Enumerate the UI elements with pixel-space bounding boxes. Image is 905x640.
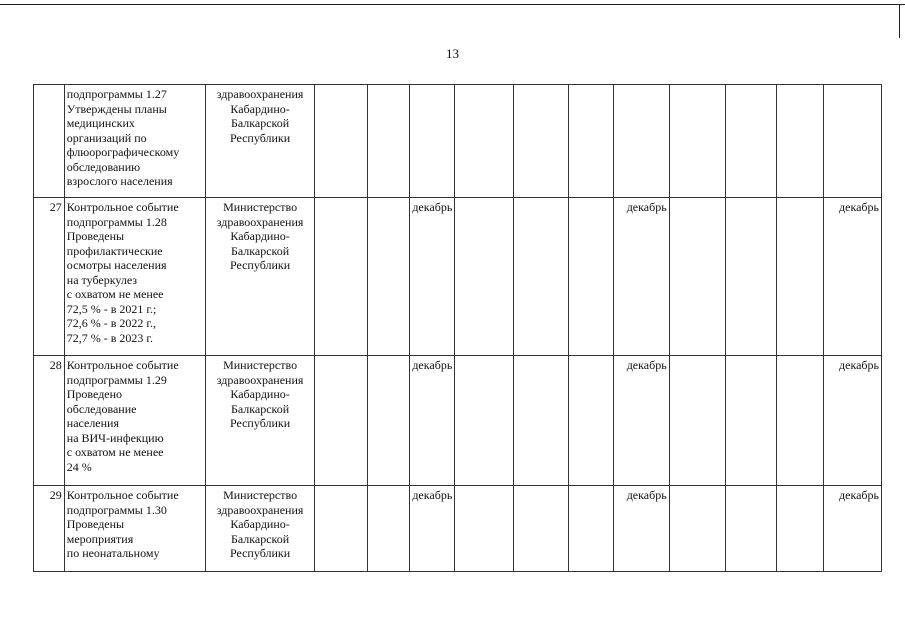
schedule-cell: [368, 198, 409, 356]
schedule-cell: [513, 85, 568, 198]
row-number: 29: [34, 486, 65, 572]
responsible-executor: Министерство здравоохранения Кабардино- Балкарской Республики: [205, 198, 314, 356]
event-description: подпрограммы 1.27 Утверждены планы медицинских организаций по флюорографическому обследованию взрослого населения: [64, 85, 205, 198]
schedule-month-cell: декабрь: [823, 356, 881, 486]
schedule-cell: [315, 85, 368, 198]
schedule-cell: [776, 356, 823, 486]
event-description: Контрольное событие подпрограммы 1.28 Проведены профилактические осмотры населения на туберкулез с охватом не менее 72,5 % - в 2021 г.; 72,6 % - в 2022 г., 72,7 % - в 2023 г.: [64, 198, 205, 356]
event-description: Контрольное событие подпрограммы 1.29 Проведено обследование населения на ВИЧ-инфекцию с охватом не менее 24 %: [64, 356, 205, 486]
schedule-month-cell: декабрь: [409, 198, 455, 356]
responsible-executor: здравоохранения Кабардино- Балкарской Республики: [205, 85, 314, 198]
schedule-cell: [776, 198, 823, 356]
schedule-cell: [513, 198, 568, 356]
schedule-table: [33, 84, 882, 572]
schedule-cell: [669, 85, 725, 198]
schedule-cell: [568, 356, 614, 486]
responsible-executor: Министерство здравоохранения Кабардино- Балкарской Республики: [205, 486, 314, 572]
schedule-cell: [315, 356, 368, 486]
table-row: [34, 356, 882, 486]
schedule-cell: [568, 486, 614, 572]
schedule-cell: [725, 486, 776, 572]
schedule-cell: [368, 486, 409, 572]
event-description: Контрольное событие подпрограммы 1.30 Проведены мероприятия по неонатальному: [64, 486, 205, 572]
row-number: [34, 85, 65, 198]
schedule-cell: [776, 486, 823, 572]
schedule-cell: [725, 356, 776, 486]
schedule-cell: [455, 85, 513, 198]
page-number: 13: [446, 46, 459, 61]
schedule-month-cell: декабрь: [614, 486, 669, 572]
schedule-month-cell: декабрь: [409, 486, 455, 572]
schedule-month-cell: декабрь: [614, 356, 669, 486]
schedule-cell: [315, 198, 368, 356]
responsible-executor: Министерство здравоохранения Кабардино- Балкарской Республики: [205, 356, 314, 486]
top-border-line: [0, 4, 905, 5]
schedule-cell: [568, 198, 614, 356]
schedule-month-cell: декабрь: [409, 356, 455, 486]
schedule-cell: [776, 85, 823, 198]
schedule-cell: [725, 198, 776, 356]
schedule-month-cell: декабрь: [823, 486, 881, 572]
schedule-cell: [669, 356, 725, 486]
schedule-cell: [513, 486, 568, 572]
schedule-cell: [455, 486, 513, 572]
row-number: 28: [34, 356, 65, 486]
schedule-cell: [455, 356, 513, 486]
schedule-cell: [568, 85, 614, 198]
schedule-month-cell: декабрь: [823, 198, 881, 356]
schedule-cell: [669, 486, 725, 572]
table-row: [34, 486, 882, 572]
schedule-month-cell: декабрь: [614, 198, 669, 356]
row-number: 27: [34, 198, 65, 356]
right-border-line: [899, 4, 900, 38]
schedule-cell: [669, 198, 725, 356]
table-row: [34, 85, 882, 198]
schedule-cell: [513, 356, 568, 486]
schedule-cell: [409, 85, 455, 198]
schedule-cell: [455, 198, 513, 356]
schedule-cell: [614, 85, 669, 198]
schedule-cell: [368, 85, 409, 198]
schedule-cell: [315, 486, 368, 572]
schedule-cell: [725, 85, 776, 198]
schedule-cell: [823, 85, 881, 198]
schedule-cell: [368, 356, 409, 486]
table-row: [34, 198, 882, 356]
